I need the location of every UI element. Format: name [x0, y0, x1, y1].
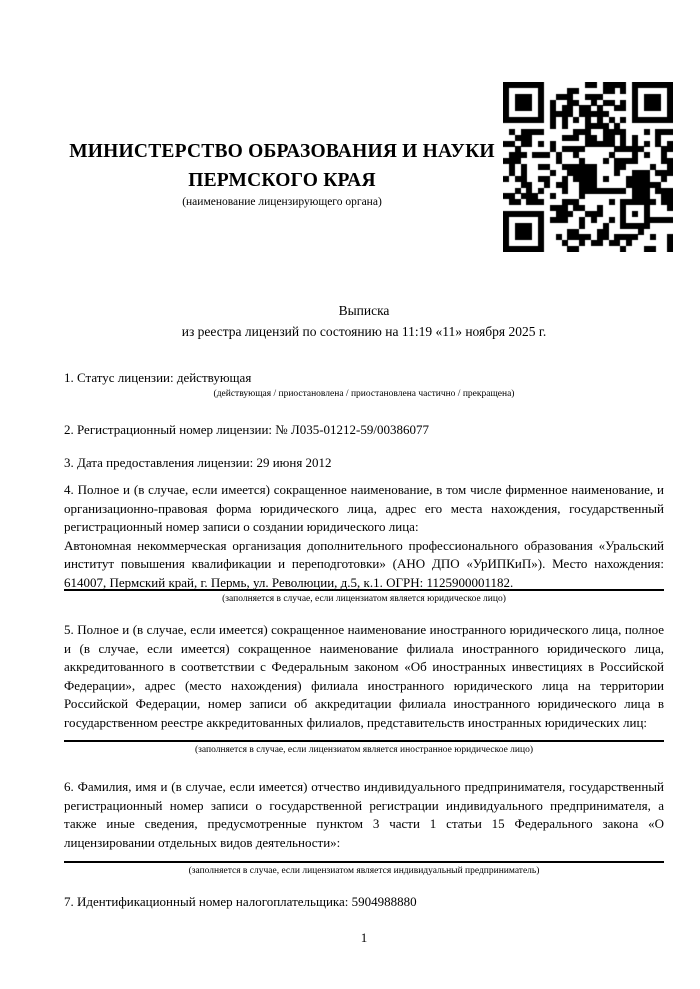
ministry-name: МИНИСТЕРСТВО ОБРАЗОВАНИЯ И НАУКИ ПЕРМСКОГО КРАЯ — [69, 141, 495, 191]
item-registration-number-text: 2. Регистрационный номер лицензии: № Л035-01212-59/00386077 — [64, 422, 430, 437]
item-legal-entity-value: Автономная некоммерческая организация дополнительного профессионального образования «Уральский институт повышения квалификации и переподготовки» (АНО ДПО «УрИПКиП»). Место нахождения: 614007, Пермский край, г. Пермь, ул. Революции, д.5, к.1. ОГРН: 1125900001182. — [64, 537, 664, 590]
item-foreign-entity-caption: (заполняется в случае, если лицензиатом является иностранное юридическое лицо) — [195, 745, 533, 755]
fill-line-foreign-entity — [64, 740, 664, 742]
item-taxpayer-number — [64, 893, 664, 912]
item-taxpayer-number-text: 7. Идентификационный номер налогоплательщика: 5904988880 — [64, 894, 417, 909]
item-grant-date — [64, 454, 664, 473]
item-license-status-caption: (действующая / приостановлена / приостановлена частично / прекращена) — [213, 388, 515, 399]
item-license-status-text: 1. Статус лицензии: действующая — [64, 370, 252, 385]
item-entrepreneur-text: 6. Фамилия, имя и (в случае, если имеется) отчество индивидуального предпринимателя, государственный регистрационный номер записи о государственной регистрации индивидуального предпринимателя, а также иные сведения, предусмотренные пунктом 3 части 1 статьи 15 Федерального закона «О лицензировании отдельных видов деятельности»: — [64, 779, 664, 850]
qr-code — [503, 82, 673, 252]
item-grant-date-text: 3. Дата предоставления лицензии: 29 июня 2012 — [64, 455, 332, 470]
document-title-line1: Выписка — [338, 303, 390, 318]
item-legal-entity — [64, 481, 664, 606]
item-foreign-entity — [64, 621, 664, 757]
page-number: 1 — [360, 930, 368, 945]
item-license-status — [64, 369, 664, 401]
item-legal-entity-caption: (заполняется в случае, если лицензиатом является юридическое лицо) — [222, 594, 506, 604]
item-legal-entity-text: 4. Полное и (в случае, если имеется) сокращенное наименование, в том числе фирменное наименование, и организационно-правовая форма юридического лица, адрес его места нахождения, государственный регистрационный номер записи о создании юридического лица: — [64, 482, 664, 534]
item-foreign-entity-text: 5. Полное и (в случае, если имеется) сокращенное наименование иностранного юридического лица, полное и (в случае, если имеется) сокращенное наименование филиала иностранного юридического лица, аккредитованного в соответствии с Федеральным законом «Об иностранных инвестициях в Российской Федерации», адрес (место нахождения) филиала иностранного юридического лица на территории Российской Федерации, номер записи об аккредитации филиала иностранного юридического лица в государственном реестре аккредитованных филиалов, представительств иностранных юридических лиц: — [64, 622, 664, 730]
document-title — [64, 301, 664, 342]
item-entrepreneur — [64, 778, 664, 878]
document-title-line2: из реестра лицензий по состоянию на 11:19 «11» ноября 2025 г. — [181, 323, 547, 339]
ministry-name-caption: (наименование лицензирующего органа) — [182, 196, 382, 208]
fill-line-entrepreneur — [64, 861, 664, 863]
licensing-authority-header — [64, 0, 500, 209]
item-entrepreneur-caption: (заполняется в случае, если лицензиатом является индивидуальный предприниматель) — [188, 866, 540, 876]
item-registration-number — [64, 421, 664, 440]
